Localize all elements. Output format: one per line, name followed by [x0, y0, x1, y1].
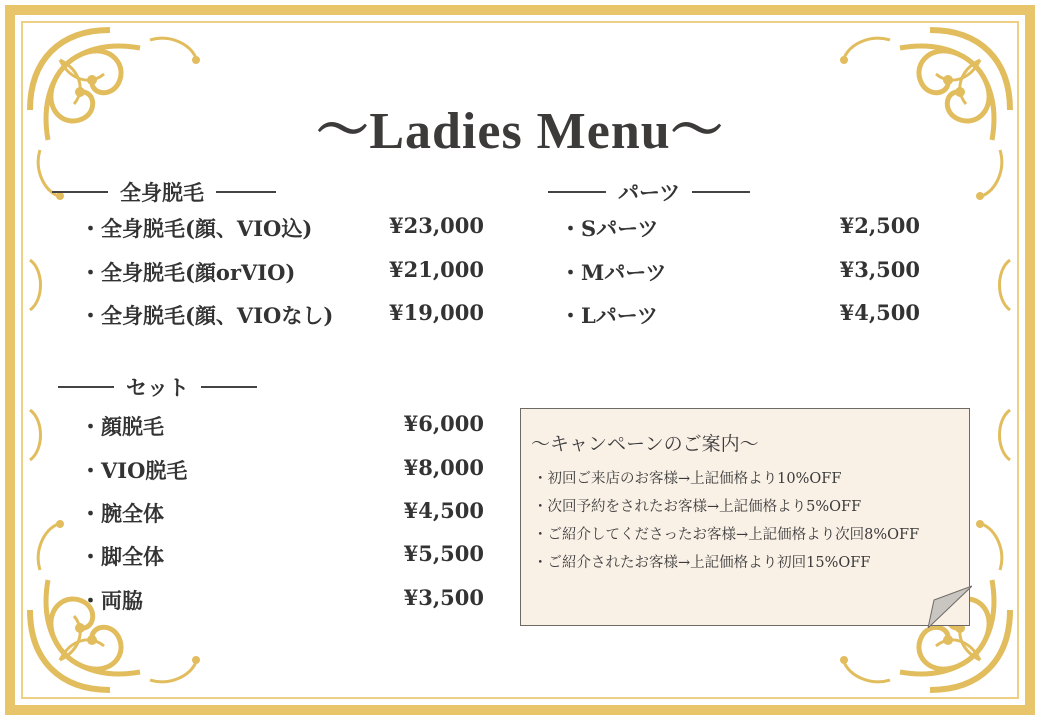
- menu-title: ～Ladies Menu～: [316, 103, 724, 160]
- menu-item-price: ¥6,000: [403, 411, 484, 436]
- campaign-line: ・初回ご来店のお客様→上記価格より10%OFF: [533, 471, 842, 487]
- menu-item: [560, 300, 920, 330]
- menu-item-name: ・Mパーツ: [560, 260, 667, 285]
- menu-item-name: ・全身脱毛(顔orVIO): [80, 260, 296, 285]
- menu-item-name: ・腕全体: [80, 501, 164, 526]
- menu-item-name: ・顔脱毛: [80, 414, 164, 439]
- menu-item-price: ¥19,000: [389, 300, 484, 325]
- menu-item-price: ¥5,500: [403, 541, 484, 566]
- menu-item-name: ・全身脱毛(顔、VIO込): [80, 216, 313, 241]
- campaign-note: [520, 408, 970, 626]
- menu-item: [80, 585, 484, 615]
- heading-rule-right: [216, 191, 276, 193]
- section-heading-label: 全身脱毛: [120, 180, 204, 205]
- campaign-line: ・次回予約をされたお客様→上記価格より5%OFF: [533, 499, 862, 515]
- heading-rule-left: [52, 191, 108, 193]
- menu-item-price: ¥2,500: [839, 213, 920, 238]
- menu-item-name: ・脚全体: [80, 544, 164, 569]
- heading-rule-right: [692, 191, 750, 193]
- campaign-line: ・ご紹介してくださったお客様→上記価格より次回8%OFF: [533, 527, 920, 543]
- menu-item-name: ・全身脱毛(顔、VIOなし): [80, 303, 334, 328]
- menu-item-name: ・Sパーツ: [560, 216, 659, 241]
- menu-item: [560, 213, 920, 243]
- menu-item-price: ¥8,000: [403, 455, 484, 480]
- section-heading-label: セット: [126, 375, 189, 400]
- menu-item-name: ・VIO脱毛: [80, 458, 188, 483]
- menu-item: [560, 257, 920, 287]
- campaign-line: ・ご紹介されたお客様→上記価格より初回15%OFF: [533, 555, 871, 571]
- heading-rule-left: [548, 191, 606, 193]
- menu-item: [80, 411, 484, 441]
- menu-item-price: ¥3,500: [403, 585, 484, 610]
- menu-item-price: ¥4,500: [403, 498, 484, 523]
- section-heading-full-body: [52, 177, 276, 207]
- menu-item: [80, 257, 484, 287]
- menu-item-name: ・両脇: [80, 588, 143, 613]
- menu-item-name: ・Lパーツ: [560, 303, 658, 328]
- heading-rule-right: [201, 386, 257, 388]
- menu-item: [80, 300, 484, 330]
- menu-item-price: ¥21,000: [389, 257, 484, 282]
- section-heading-parts: [548, 177, 750, 207]
- campaign-title: ～キャンペーンのご案内～: [531, 433, 759, 455]
- menu-item-price: ¥23,000: [389, 213, 484, 238]
- menu-item: [80, 498, 484, 528]
- heading-rule-left: [58, 386, 114, 388]
- section-heading-label: パーツ: [618, 180, 681, 205]
- menu-item-price: ¥4,500: [839, 300, 920, 325]
- menu-item: [80, 541, 484, 571]
- menu-item: [80, 455, 484, 485]
- section-heading-set: [58, 372, 257, 402]
- menu-item-price: ¥3,500: [839, 257, 920, 282]
- page-curl-icon: [926, 584, 972, 628]
- menu-item: [80, 213, 484, 243]
